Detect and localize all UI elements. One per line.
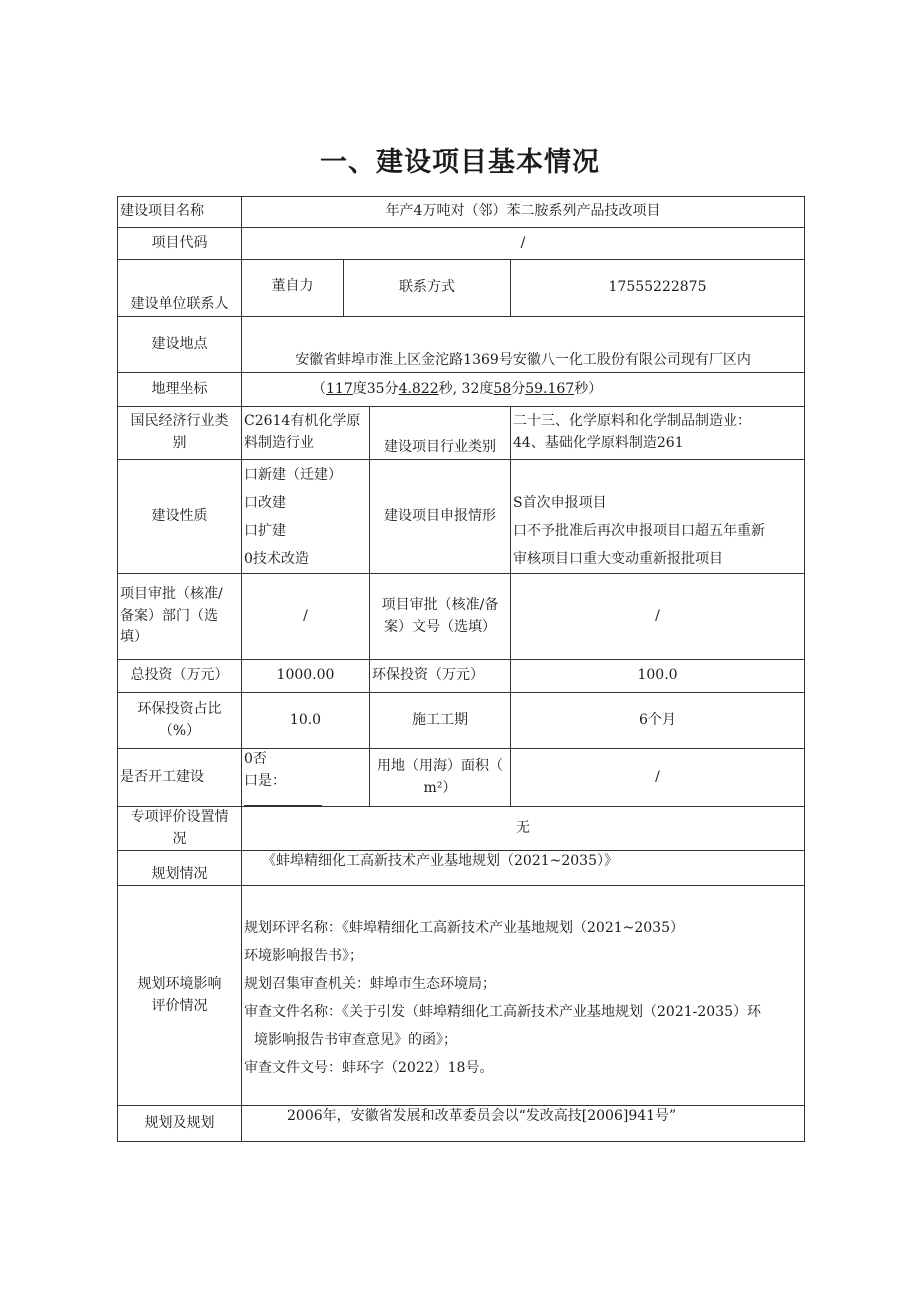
page-title: 一、建设项目基本情况 <box>320 147 600 178</box>
area-label-line1: 用地（用海）面积（ <box>377 757 503 774</box>
env-investment-value: 100.0 <box>511 660 805 693</box>
row-contact <box>118 260 805 317</box>
industry-label-line2: 别 <box>172 435 187 451</box>
approval-doc-label <box>370 574 511 660</box>
nature-opt-new: 口新建（迁建） <box>244 466 342 483</box>
coord-text-2: 秒, 32度 <box>438 380 494 397</box>
plan-eia-label-line1: 规划环境影响 <box>137 976 222 993</box>
apply-opt-first: S首次申报项目 <box>513 495 607 511</box>
special-label-line1: 专项评价设置情 <box>130 809 229 825</box>
ratio-label-line2: （%） <box>158 722 201 739</box>
approval-dept-line3: 填） <box>120 629 148 646</box>
coord-lon-deg: 117 <box>326 380 353 397</box>
special-label <box>118 807 242 851</box>
nature-options <box>242 460 370 574</box>
started-label: 是否开工建设 <box>118 749 242 807</box>
row-coordinates <box>118 373 805 407</box>
env-investment-label: 环保投资（万元） <box>370 660 511 693</box>
approval-dept-value: / <box>242 574 370 660</box>
started-opt-yes <box>244 771 367 806</box>
coord-open: （ <box>312 380 326 397</box>
approval-doc-line1: 项目审批（核准/备 <box>381 596 499 613</box>
ratio-value: 10.0 <box>242 693 370 749</box>
industry-code <box>242 407 370 460</box>
plan-and-value: 2006年，安徽省发展和改革委员会以“发改高技[2006]941号” <box>242 1106 805 1142</box>
project-code-label: 项目代码 <box>118 228 242 260</box>
approval-doc-value: / <box>511 574 805 660</box>
coord-text-1: 度35分 <box>352 380 399 397</box>
approval-dept-label <box>118 574 242 660</box>
period-label: 施工工期 <box>370 693 511 749</box>
contact-person: 董自力 <box>242 260 344 317</box>
project-name-value: 年产4万吨对（邻）苯二胺系列产品技改项目 <box>242 197 805 228</box>
started-opt-yes-label: 口是： <box>244 773 286 789</box>
row-project-code <box>118 228 805 260</box>
contact-phone: 17555222875 <box>511 260 805 317</box>
row-industry <box>118 407 805 460</box>
area-value: / <box>511 749 805 807</box>
industry-type-value <box>511 407 805 460</box>
nature-label: 建设性质 <box>118 460 242 574</box>
plan-eia-content <box>242 886 805 1106</box>
location-label: 建设地点 <box>118 317 242 373</box>
started-opt-no: 0否 <box>244 751 267 768</box>
approval-dept-line2: 备案）部门（选 <box>120 607 218 624</box>
project-code-value: / <box>242 228 805 260</box>
plan-eia-line6: 审查文件文号：蚌环字（2022）18号。 <box>244 1059 494 1076</box>
row-ratio <box>118 693 805 749</box>
row-project-name <box>118 197 805 228</box>
ratio-label <box>118 693 242 749</box>
coordinates-value <box>242 373 805 407</box>
coord-lat-sec: 59.167 <box>525 380 575 397</box>
investment-value: 1000.00 <box>242 660 370 693</box>
apply-opt-review: 审核项目口重大变动重新报批项目 <box>513 551 723 567</box>
plan-value: 《蚌埠精细化工高新技术产业基地规划（2021~2035）》 <box>242 851 805 886</box>
coord-lat-min: 58 <box>493 380 512 397</box>
ratio-label-line1: 环保投资占比 <box>137 700 222 717</box>
coordinates-label: 地理坐标 <box>118 373 242 407</box>
approval-doc-line2: 案）文号（选填） <box>384 618 496 635</box>
plan-eia-line2: 环境影响报告书》； <box>244 947 363 964</box>
special-label-line2: 况 <box>172 830 187 847</box>
row-location <box>118 317 805 373</box>
plan-eia-line4: 审查文件名称：《关于引发（蚌埠精细化工高新技术产业基地规划（2021-2035）环 <box>244 1003 761 1020</box>
nature-opt-rebuild: 口改建 <box>244 494 286 511</box>
industry-label <box>118 407 242 460</box>
row-special <box>118 807 805 851</box>
coord-lon-sec: 4.822 <box>398 380 439 397</box>
apply-options <box>511 460 805 574</box>
plan-eia-label <box>118 886 242 1106</box>
industry-label-line1: 国民经济行业类 <box>130 413 229 430</box>
row-nature <box>118 460 805 574</box>
row-plan <box>118 851 805 886</box>
plan-label: 规划情况 <box>118 851 242 886</box>
location-value: 安徽省蚌埠市淮上区金沱路1369号安徽八一化工股份有限公司现有厂区内 <box>242 317 805 373</box>
nature-opt-tech: 0技术改造 <box>244 550 309 567</box>
row-approval <box>118 574 805 660</box>
row-investment <box>118 660 805 693</box>
investment-label: 总投资（万元） <box>118 660 242 693</box>
coord-text-3: 分 <box>511 380 526 397</box>
contact-label: 建设单位联系人 <box>118 260 242 317</box>
industry-code-line2: 料制造行业 <box>244 435 314 451</box>
industry-code-line1: C2614有机化学原 <box>244 413 361 430</box>
project-info-table <box>117 196 805 1142</box>
industry-type-line1: 二十三、化学原料和化学制品制造业： <box>513 413 751 430</box>
coord-text-4: 秒） <box>574 380 603 397</box>
row-started <box>118 749 805 807</box>
apply-opt-again: 口不予批准后再次申报项目口超五年重新 <box>513 523 765 539</box>
plan-and-label: 规划及规划 <box>118 1106 242 1142</box>
plan-eia-line3: 规划召集审查机关：蚌埠市生态环境局； <box>244 975 496 992</box>
row-plan-and <box>118 1106 805 1142</box>
plan-eia-line1: 规划环评名称：《蚌埠精细化工高新技术产业基地规划（2021~2035） <box>244 919 684 936</box>
special-value: 无 <box>242 807 805 851</box>
nature-opt-expand: 口扩建 <box>244 522 286 539</box>
approval-dept-line1: 项目审批（核准/ <box>120 585 223 602</box>
project-name-label: 建设项目名称 <box>118 197 242 228</box>
contact-method-label: 联系方式 <box>344 260 511 317</box>
started-blank <box>244 793 322 806</box>
plan-eia-line5: 境影响报告书审查意见》的函》； <box>254 1031 457 1048</box>
industry-type-label: 建设项目行业类别 <box>370 407 511 460</box>
area-label-line2: m²） <box>423 779 457 796</box>
plan-eia-label-line2: 评价情况 <box>151 997 208 1014</box>
apply-label: 建设项目申报情形 <box>370 460 511 574</box>
started-options <box>242 749 370 807</box>
period-value: 6个月 <box>511 693 805 749</box>
industry-type-line2: 44、基础化学原料制造261 <box>513 435 684 451</box>
row-plan-eia <box>118 886 805 1106</box>
area-label <box>370 749 511 807</box>
